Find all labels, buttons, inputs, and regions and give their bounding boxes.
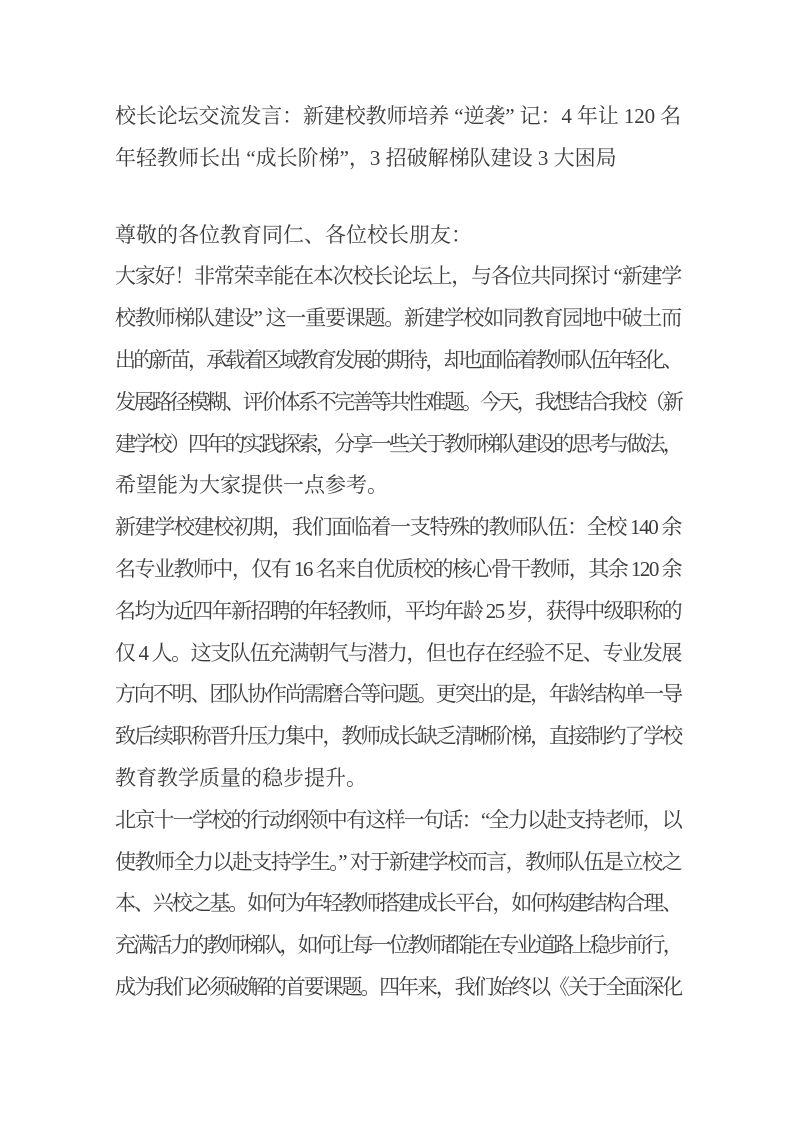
paragraph-opening bbox=[115, 256, 681, 507]
document-title bbox=[115, 96, 681, 180]
text-line: 新建学校建校初期，我们面临着一支特殊的教师队伍：全校 140 余 bbox=[115, 515, 681, 540]
text-line: 北京十一学校的行动纲领中有这样一句话：“全力以赴支持老师，以 bbox=[115, 807, 681, 832]
paragraph-philosophy bbox=[115, 800, 681, 1009]
text-line: 方向不明、团队协作尚需磨合等问题。更突出的是，年龄结构单一导 bbox=[115, 682, 681, 707]
text-line: 出的新苗，承载着区域教育发展的期待，却也面临着教师队伍年轻化、 bbox=[115, 347, 681, 372]
text-line: 发展路径模糊、评价体系不完善等共性难题。今天，我想结合我校（新 bbox=[115, 389, 681, 414]
text-line: 大家好！非常荣幸能在本次校长论坛上，与各位共同探讨 “新建学 bbox=[115, 264, 681, 289]
text-line: 成为我们必须破解的首要课题。四年来，我们始终以《关于全面深化 bbox=[115, 974, 681, 999]
paragraph-team-situation bbox=[115, 507, 681, 800]
text-line: 致后续职称晋升压力集中，教师成长缺乏清晰阶梯，直接制约了学校 bbox=[115, 724, 681, 749]
text-line: 教育教学质量的稳步提升。 bbox=[115, 765, 367, 790]
text-line: 名专业教师中，仅有 16 名来自优质校的核心骨干教师，其余 120 余 bbox=[115, 556, 681, 581]
text-line: 仅 4 人。这支队伍充满朝气与潜力，但也存在经验不足、专业发展 bbox=[115, 640, 681, 665]
text-line: 校教师梯队建设” 这一重要课题。新建学校如同教育园地中破土而 bbox=[115, 306, 681, 331]
title-line: 年轻教师长出 “成长阶梯”，3 招破解梯队建设 3 大困局 bbox=[115, 145, 617, 170]
text-line: 名均为近四年新招聘的年轻教师，平均年龄 25 岁，获得中级职称的 bbox=[115, 598, 681, 623]
title-line: 校长论坛交流发言：新建校教师培养 “逆袭” 记：4 年让 120 名 bbox=[115, 104, 681, 128]
text-line: 使教师全力以赴支持学生。” 对于新建学校而言，教师队伍是立校之 bbox=[115, 849, 681, 874]
text-line: 充满活力的教师梯队，如何让每一位教师都能在专业道路上稳步前行， bbox=[115, 933, 681, 958]
salutation-line: 尊敬的各位教育同仁、各位校长朋友： bbox=[115, 222, 472, 247]
document-content bbox=[115, 96, 681, 1009]
text-line: 希望能为大家提供一点参考。 bbox=[115, 473, 388, 498]
salutation-paragraph bbox=[115, 215, 681, 257]
text-line: 建学校）四年的实践探索，分享一些关于教师梯队建设的思考与做法， bbox=[115, 431, 681, 456]
text-line: 本、兴校之基。如何为年轻教师搭建成长平台，如何构建结构合理、 bbox=[115, 891, 681, 916]
